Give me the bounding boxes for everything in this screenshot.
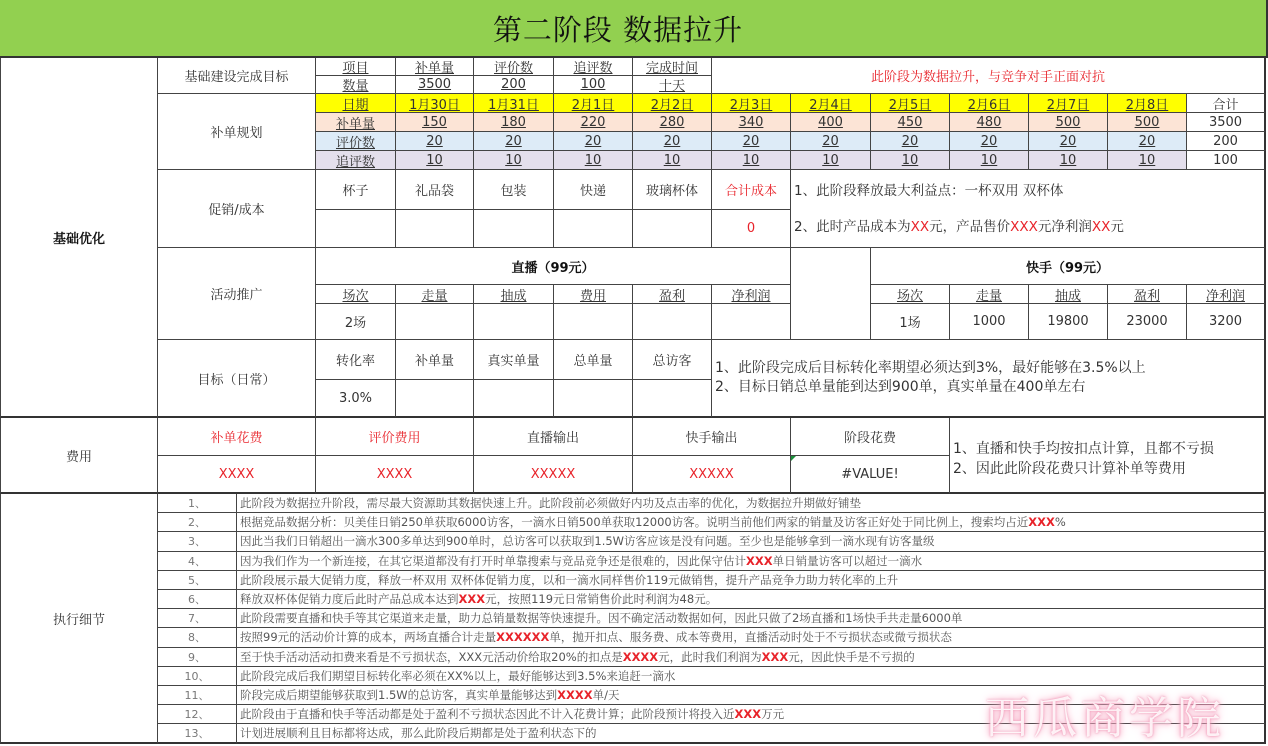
- cost-header-cell[interactable]: 直播输出: [474, 418, 633, 456]
- goal-label[interactable]: 基础建设完成目标: [158, 58, 316, 94]
- detail-text-part: 元，此时我们利润为: [658, 649, 762, 664]
- live-header-cell[interactable]: 费用: [554, 285, 633, 304]
- promo-note-part: XX: [1091, 218, 1111, 235]
- goal-header-cell[interactable]: 项目: [316, 58, 396, 76]
- kuaishou-header-cell[interactable]: 走量: [950, 285, 1029, 304]
- goal-value-cell[interactable]: 200: [474, 76, 554, 94]
- detail-text[interactable]: [237, 628, 1266, 647]
- section-basic-label[interactable]: 基础优化: [0, 58, 158, 418]
- activity-label[interactable]: 活动推广: [158, 248, 316, 340]
- detail-text-part: XXX: [761, 649, 789, 664]
- detail-text-part: 至于快手活动活动扣费来看是不亏损状态，XXX元活动价给取20%的扣点是: [240, 649, 623, 664]
- plan-cell[interactable]: 340: [712, 113, 791, 132]
- cost-header-cell[interactable]: 阶段花费: [791, 418, 950, 456]
- plan-total[interactable]: 200: [1187, 132, 1266, 151]
- detail-text-part: 此阶段由于直播和快手等活动都是处于盈利不亏损状态因此不计入花费计算；此阶段预计将投入近: [240, 707, 735, 722]
- plan-cell[interactable]: 10: [871, 151, 950, 170]
- live-value-cell[interactable]: [554, 304, 633, 340]
- plan-cell[interactable]: 480: [950, 113, 1029, 132]
- detail-text-part: XXX: [734, 707, 762, 722]
- goal-header-cell[interactable]: 补单量: [396, 58, 474, 76]
- promo-note-part: 元，产品售价: [929, 218, 1011, 235]
- plan-cell[interactable]: 2月8日: [1108, 94, 1187, 113]
- cost-header-cell[interactable]: 快手输出: [633, 418, 791, 456]
- target-value-cell[interactable]: [396, 380, 474, 418]
- detail-text[interactable]: [237, 686, 1266, 705]
- promo-value-cell[interactable]: 0: [712, 210, 791, 248]
- promo-header-cell[interactable]: 杯子: [316, 170, 396, 210]
- plan-cell[interactable]: 20: [712, 132, 791, 151]
- promo-note-part: XX: [910, 218, 930, 235]
- plan-cell[interactable]: 450: [871, 113, 950, 132]
- cost-value-cell[interactable]: #VALUE!: [791, 456, 950, 494]
- detail-number[interactable]: 7、: [158, 609, 237, 628]
- promo-value-cell[interactable]: [474, 210, 554, 248]
- detail-text[interactable]: [237, 648, 1266, 667]
- promo-label[interactable]: 促销/成本: [158, 170, 316, 248]
- cost-value-cell[interactable]: XXXXX: [633, 456, 791, 494]
- kuaishou-value-cell[interactable]: 23000: [1108, 304, 1187, 340]
- live-title[interactable]: 直播（99元）: [316, 248, 791, 285]
- live-header-cell[interactable]: 走量: [396, 285, 474, 304]
- target-note2: 2、目标日销总单量能到达到900单，真实单量在400单左右: [715, 379, 1086, 395]
- cost-value-cell[interactable]: XXXX: [316, 456, 474, 494]
- plan-cell[interactable]: 20: [791, 132, 871, 151]
- plan-cell[interactable]: 10: [1108, 151, 1187, 170]
- detail-text[interactable]: [237, 609, 1266, 628]
- promo-note-part: 元: [1110, 218, 1124, 235]
- kuaishou-value-cell[interactable]: 3200: [1187, 304, 1266, 340]
- detail-number[interactable]: 9、: [158, 648, 237, 667]
- detail-text-part: 阶段完成后期望能够获取到1.5W的总访客，真实单量能够达到: [240, 688, 558, 703]
- plan-cell[interactable]: 20: [950, 132, 1029, 151]
- detail-text-part: 元，按照119元日常销售价此时利润为48元。: [485, 592, 718, 607]
- kuaishou-value-cell[interactable]: 1000: [950, 304, 1029, 340]
- plan-row-name[interactable]: 日期: [316, 94, 396, 113]
- detail-number[interactable]: 3、: [158, 532, 237, 551]
- plan-cell[interactable]: 10: [554, 151, 633, 170]
- target-value-cell[interactable]: [633, 380, 712, 418]
- detail-text-part: XXX: [746, 553, 773, 568]
- detail-text-part: 释放双杯体促销力度后此时产品总成本达到: [240, 592, 459, 607]
- plan-cell[interactable]: 10: [950, 151, 1029, 170]
- detail-text-part: 计划进展顺利且目标都将达成，那么此阶段后期都是处于盈利状态下的: [240, 725, 597, 740]
- kuaishou-header-cell[interactable]: 场次: [871, 285, 950, 304]
- detail-number[interactable]: 4、: [158, 552, 237, 571]
- live-header-cell[interactable]: 抽成: [474, 285, 554, 304]
- detail-number[interactable]: 12、: [158, 705, 237, 724]
- plan-total[interactable]: 合计: [1187, 94, 1266, 113]
- cost-note2: 2、因此此阶段花费只计算补单等费用: [953, 461, 1186, 477]
- plan-cell[interactable]: 1月30日: [396, 94, 474, 113]
- promo-value-cell[interactable]: [633, 210, 712, 248]
- plan-cell[interactable]: 2月5日: [871, 94, 950, 113]
- target-value-cell[interactable]: [554, 380, 633, 418]
- goal-value-cell[interactable]: 数量: [316, 76, 396, 94]
- plan-row-name[interactable]: 评价数: [316, 132, 396, 151]
- goal-header-cell[interactable]: 完成时间: [633, 58, 712, 76]
- detail-text-part: XXX: [458, 592, 486, 607]
- promo-note-line1: 1、此阶段释放最大利益点：一杯双用 双杯体: [794, 182, 1064, 199]
- detail-text-part: XXXXXX: [496, 630, 550, 645]
- detail-number[interactable]: 2、: [158, 513, 237, 532]
- promo-note-part: XXX: [1010, 218, 1038, 235]
- plan-cell[interactable]: 10: [396, 151, 474, 170]
- detail-text-part: 按照99元的活动价计算的成本，两场直播合计走量: [240, 630, 497, 645]
- cost-value-cell[interactable]: XXXXX: [474, 456, 633, 494]
- plan-cell[interactable]: 10: [474, 151, 554, 170]
- plan-row-name[interactable]: 补单量: [316, 113, 396, 132]
- section-cost-label[interactable]: 费用: [0, 418, 158, 494]
- target-header-cell[interactable]: 转化率: [316, 340, 396, 380]
- watermark: 西瓜商学院: [985, 693, 1225, 744]
- plan-cell[interactable]: 10: [791, 151, 871, 170]
- promo-value-cell[interactable]: [554, 210, 633, 248]
- cost-header-cell[interactable]: 补单花费: [158, 418, 316, 456]
- plan-total[interactable]: 100: [1187, 151, 1266, 170]
- detail-number[interactable]: 8、: [158, 628, 237, 647]
- detail-text-part: 根据竞品数据分析：贝美佳日销250单获取6000访客，一滴水日销500单获取12000访客。说明当前他们两家的销量及访客正好处于同比例上，搜索均占近: [240, 515, 1029, 530]
- live-value-cell[interactable]: [474, 304, 554, 340]
- target-note1: 1、此阶段完成后目标转化率期望必须达到3%，最好能够在3.5%以上: [715, 360, 1146, 376]
- activity-spacer[interactable]: [791, 248, 871, 340]
- detail-text-part: 此阶段展示最大促销力度，释放一杯双用 双杯体促销力度，以和一滴水同样售价119元做销售，提升产品竞争力助力转化率的上升: [240, 572, 899, 587]
- plan-cell[interactable]: 150: [396, 113, 474, 132]
- promo-value-cell[interactable]: [316, 210, 396, 248]
- detail-text-part: XXXX: [557, 688, 593, 703]
- kuaishou-value-cell[interactable]: 19800: [1029, 304, 1108, 340]
- detail-text[interactable]: [237, 724, 1266, 743]
- live-value-cell[interactable]: 2场: [316, 304, 396, 340]
- kuaishou-header-cell[interactable]: 盈利: [1108, 285, 1187, 304]
- detail-text-part: %: [1054, 515, 1066, 530]
- detail-text-part: 此阶段需要直播和快手等其它渠道来走量，助力总销量数据等快速提升。因不确定活动数据如何，因此只做了2场直播和1场快手共走量6000单: [240, 611, 963, 626]
- detail-number[interactable]: 6、: [158, 590, 237, 609]
- plan-cell[interactable]: 1月31日: [474, 94, 554, 113]
- target-label[interactable]: 目标（日常）: [158, 340, 316, 418]
- detail-number[interactable]: 11、: [158, 686, 237, 705]
- detail-text-part: 因为我们作为一个新连接，在其它渠道都没有打开时单靠搜索与竞品竞争还是很难的，因此保守估计: [240, 553, 746, 568]
- target-value-cell[interactable]: [474, 380, 554, 418]
- detail-text[interactable]: [237, 667, 1266, 686]
- detail-number[interactable]: 1、: [158, 494, 237, 513]
- live-value-cell[interactable]: [396, 304, 474, 340]
- detail-number[interactable]: 13、: [158, 724, 237, 743]
- plan-cell[interactable]: 10: [712, 151, 791, 170]
- detail-number[interactable]: 5、: [158, 571, 237, 590]
- detail-text-part: 此阶段完成后我们期望目标转化率必须在XX%以上，最好能够达到3.5%来追赶一滴水: [240, 668, 676, 683]
- plan-cell[interactable]: 20: [554, 132, 633, 151]
- goal-value-cell[interactable]: 十天: [633, 76, 712, 94]
- target-note[interactable]: [712, 340, 1266, 418]
- target-header-cell[interactable]: 总单量: [554, 340, 633, 380]
- plan-cell[interactable]: 2月6日: [950, 94, 1029, 113]
- promo-note[interactable]: [791, 170, 1266, 248]
- plan-cell[interactable]: 20: [474, 132, 554, 151]
- plan-cell[interactable]: 2月2日: [633, 94, 712, 113]
- detail-text-part: 因此当我们日销超出一滴水300多单达到900单时，总访客可以获取到1.5W访客应该是没有问题。至少也是能够拿到一滴水现有访客量级: [240, 534, 935, 549]
- plan-cell[interactable]: 180: [474, 113, 554, 132]
- plan-cell[interactable]: 220: [554, 113, 633, 132]
- plan-cell[interactable]: 500: [1029, 113, 1108, 132]
- promo-header-cell[interactable]: 快递: [554, 170, 633, 210]
- comment-indicator-icon[interactable]: [791, 456, 796, 461]
- promo-note-line2: [794, 217, 1124, 237]
- plan-row-name[interactable]: 追评数: [316, 151, 396, 170]
- plan-cell[interactable]: 20: [1029, 132, 1108, 151]
- promo-note-part: 2、此时产品成本为: [794, 218, 911, 235]
- cost-header-cell[interactable]: 评价费用: [316, 418, 474, 456]
- goal-header-cell[interactable]: 追评数: [554, 58, 633, 76]
- promo-note-part: 元净利润: [1037, 218, 1092, 235]
- detail-text[interactable]: [237, 705, 1266, 724]
- plan-cell[interactable]: 20: [1108, 132, 1187, 151]
- detail-number[interactable]: 10、: [158, 667, 237, 686]
- detail-text[interactable]: [237, 532, 1266, 551]
- detail-text-part: XXX: [1028, 515, 1055, 530]
- promo-header-cell[interactable]: 礼品袋: [396, 170, 474, 210]
- plan-cell[interactable]: 2月3日: [712, 94, 791, 113]
- detail-text-part: 单，抛开扣点、服务费、成本等费用，直播活动时处于不亏损状态或微亏损状态: [549, 630, 952, 645]
- plan-cell[interactable]: 2月1日: [554, 94, 633, 113]
- plan-total[interactable]: 3500: [1187, 113, 1266, 132]
- section-exec-label[interactable]: 执行细节: [0, 494, 158, 744]
- plan-cell[interactable]: 10: [633, 151, 712, 170]
- detail-text-part: 万元: [761, 707, 785, 722]
- target-header-cell[interactable]: 真实单量: [474, 340, 554, 380]
- live-value-cell[interactable]: [633, 304, 712, 340]
- plan-cell[interactable]: 20: [396, 132, 474, 151]
- detail-text[interactable]: [237, 571, 1266, 590]
- target-value-cell[interactable]: 3.0%: [316, 380, 396, 418]
- detail-text[interactable]: [237, 590, 1266, 609]
- goal-value-cell[interactable]: 100: [554, 76, 633, 94]
- plan-label[interactable]: 补单规划: [158, 94, 316, 170]
- detail-text-part: XXXX: [622, 649, 659, 664]
- detail-text-part: 元，因此快手是不亏损的: [788, 649, 915, 664]
- page-title-bar: [0, 0, 1268, 58]
- target-header-cell[interactable]: 总访客: [633, 340, 712, 380]
- detail-text-part: 单日销量访客可以超过一滴水: [772, 553, 923, 568]
- page-title: 第二阶段 数据拉升: [492, 12, 744, 47]
- live-header-cell[interactable]: 净利润: [712, 285, 791, 304]
- plan-cell[interactable]: 2月7日: [1029, 94, 1108, 113]
- plan-cell[interactable]: 20: [871, 132, 950, 151]
- goal-header-cell[interactable]: 评价数: [474, 58, 554, 76]
- live-value-cell[interactable]: [712, 304, 791, 340]
- plan-cell[interactable]: 400: [791, 113, 871, 132]
- detail-text[interactable]: [237, 552, 1266, 571]
- detail-text[interactable]: [237, 494, 1266, 513]
- promo-header-cell[interactable]: 玻璃杯体: [633, 170, 712, 210]
- cost-value-cell[interactable]: XXXX: [158, 456, 316, 494]
- plan-cell[interactable]: 500: [1108, 113, 1187, 132]
- plan-cell[interactable]: 10: [1029, 151, 1108, 170]
- kuaishou-header-cell[interactable]: 抽成: [1029, 285, 1108, 304]
- kuaishou-value-cell[interactable]: 1场: [871, 304, 950, 340]
- cost-note1: 1、直播和快手均按扣点计算，且都不亏损: [953, 441, 1214, 457]
- promo-header-cell[interactable]: 包装: [474, 170, 554, 210]
- plan-cell[interactable]: 280: [633, 113, 712, 132]
- kuaishou-title[interactable]: 快手（99元）: [871, 248, 1266, 285]
- goal-note[interactable]: 此阶段为数据拉升，与竞争对手正面对抗: [712, 58, 1266, 94]
- detail-text-part: 此阶段为数据拉升阶段，需尽最大资源助其数据快速上升。此阶段前必须做好内功及点击率的优化，为数据拉升期做好铺垫: [240, 496, 861, 511]
- goal-value-cell[interactable]: 3500: [396, 76, 474, 94]
- live-header-cell[interactable]: 场次: [316, 285, 396, 304]
- target-header-cell[interactable]: 补单量: [396, 340, 474, 380]
- kuaishou-header-cell[interactable]: 净利润: [1187, 285, 1266, 304]
- promo-value-cell[interactable]: [396, 210, 474, 248]
- promo-header-cell[interactable]: 合计成本: [712, 170, 791, 210]
- plan-cell[interactable]: 20: [633, 132, 712, 151]
- detail-text[interactable]: [237, 513, 1266, 532]
- live-header-cell[interactable]: 盈利: [633, 285, 712, 304]
- plan-cell[interactable]: 2月4日: [791, 94, 871, 113]
- cost-note[interactable]: [950, 418, 1266, 494]
- detail-text-part: 单/天: [592, 688, 620, 703]
